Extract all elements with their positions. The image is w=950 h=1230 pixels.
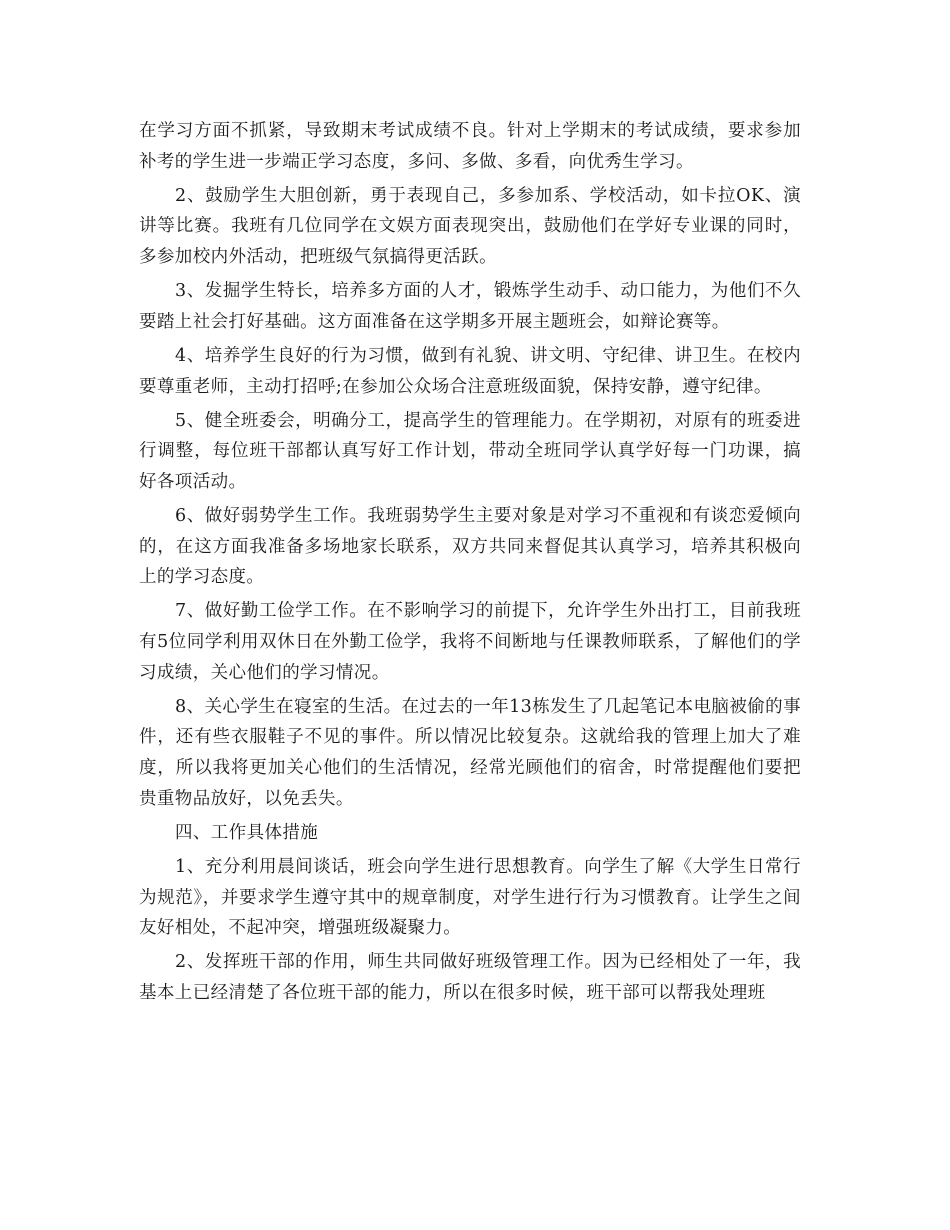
measure-item-2: 2、发挥班干部的作用，师生共同做好班级管理工作。因为已经相处了一年，我基本上已经清楚了各位班干部的能力，所以在很多时候，班干部可以帮我处理班: [139, 952, 801, 1003]
measure-item-1: 1、充分利用晨间谈话，班会向学生进行思想教育。向学生了解《大学生日常行为规范》，并要求学生遵守其中的规章制度，对学生进行行为习惯教育。让学生之间友好相处，不起冲突，增强班级凝聚力。: [139, 857, 801, 939]
document-body: [139, 116, 801, 1012]
paragraph-item-7: 7、做好勤工俭学工作。在不影响学习的前提下，允许学生外出打工，目前我班有5位同学利用双休日在外勤工俭学，我将不间断地与任课教师联系，了解他们的学习成绩，关心他们的学习情况。: [139, 601, 801, 683]
section-heading: 四、工作具体措施: [175, 822, 319, 843]
paragraph-item-6: 6、做好弱势学生工作。我班弱势学生主要对象是对学习不重视和有谈恋爱倾向的，在这方面我准备多场地家长联系，双方共同来督促其认真学习，培养其积极向上的学习态度。: [139, 506, 801, 588]
paragraph-continuation: 在学习方面不抓紧，导致期末考试成绩不良。针对上学期末的考试成绩，要求参加补考的学生进一步端正学习态度，多问、多做、多看，向优秀生学习。: [139, 121, 801, 172]
paragraph-item-8: 8、关心学生在寝室的生活。在过去的一年13栋发生了几起笔记本电脑被偷的事件，还有些衣服鞋子不见的事件。所以情况比较复杂。这就给我的管理上加大了难度，所以我将更加关心他们的生活情况，经常光顾他们的宿舍，时常提醒他们要把贵重物品放好，以免丢失。: [139, 696, 801, 809]
paragraph-item-3: 3、发掘学生特长，培养多方面的人才，锻炼学生动手、动口能力，为他们不久要踏上社会打好基础。这方面准备在这学期多开展主题班会，如辩论赛等。: [139, 281, 801, 332]
paragraph-item-4: 4、培养学生良好的行为习惯，做到有礼貌、讲文明、守纪律、讲卫生。在校内要尊重老师，主动打招呼;在参加公众场合注意班级面貌，保持安静，遵守纪律。: [139, 345, 801, 397]
paragraph-item-2: 2、鼓励学生大胆创新，勇于表现自己，多参加系、学校活动，如卡拉OK、演讲等比赛。我班有几位同学在文娱方面表现突出，鼓励他们在学好专业课的同时，多参加校内外活动，把班级气氛搞得更活跃。: [139, 185, 801, 267]
paragraph-item-5: 5、健全班委会，明确分工，提高学生的管理能力。在学期初，对原有的班委进行调整，每位班干部都认真写好工作计划，带动全班同学认真学好每一门功课，搞好各项活动。: [139, 410, 801, 492]
